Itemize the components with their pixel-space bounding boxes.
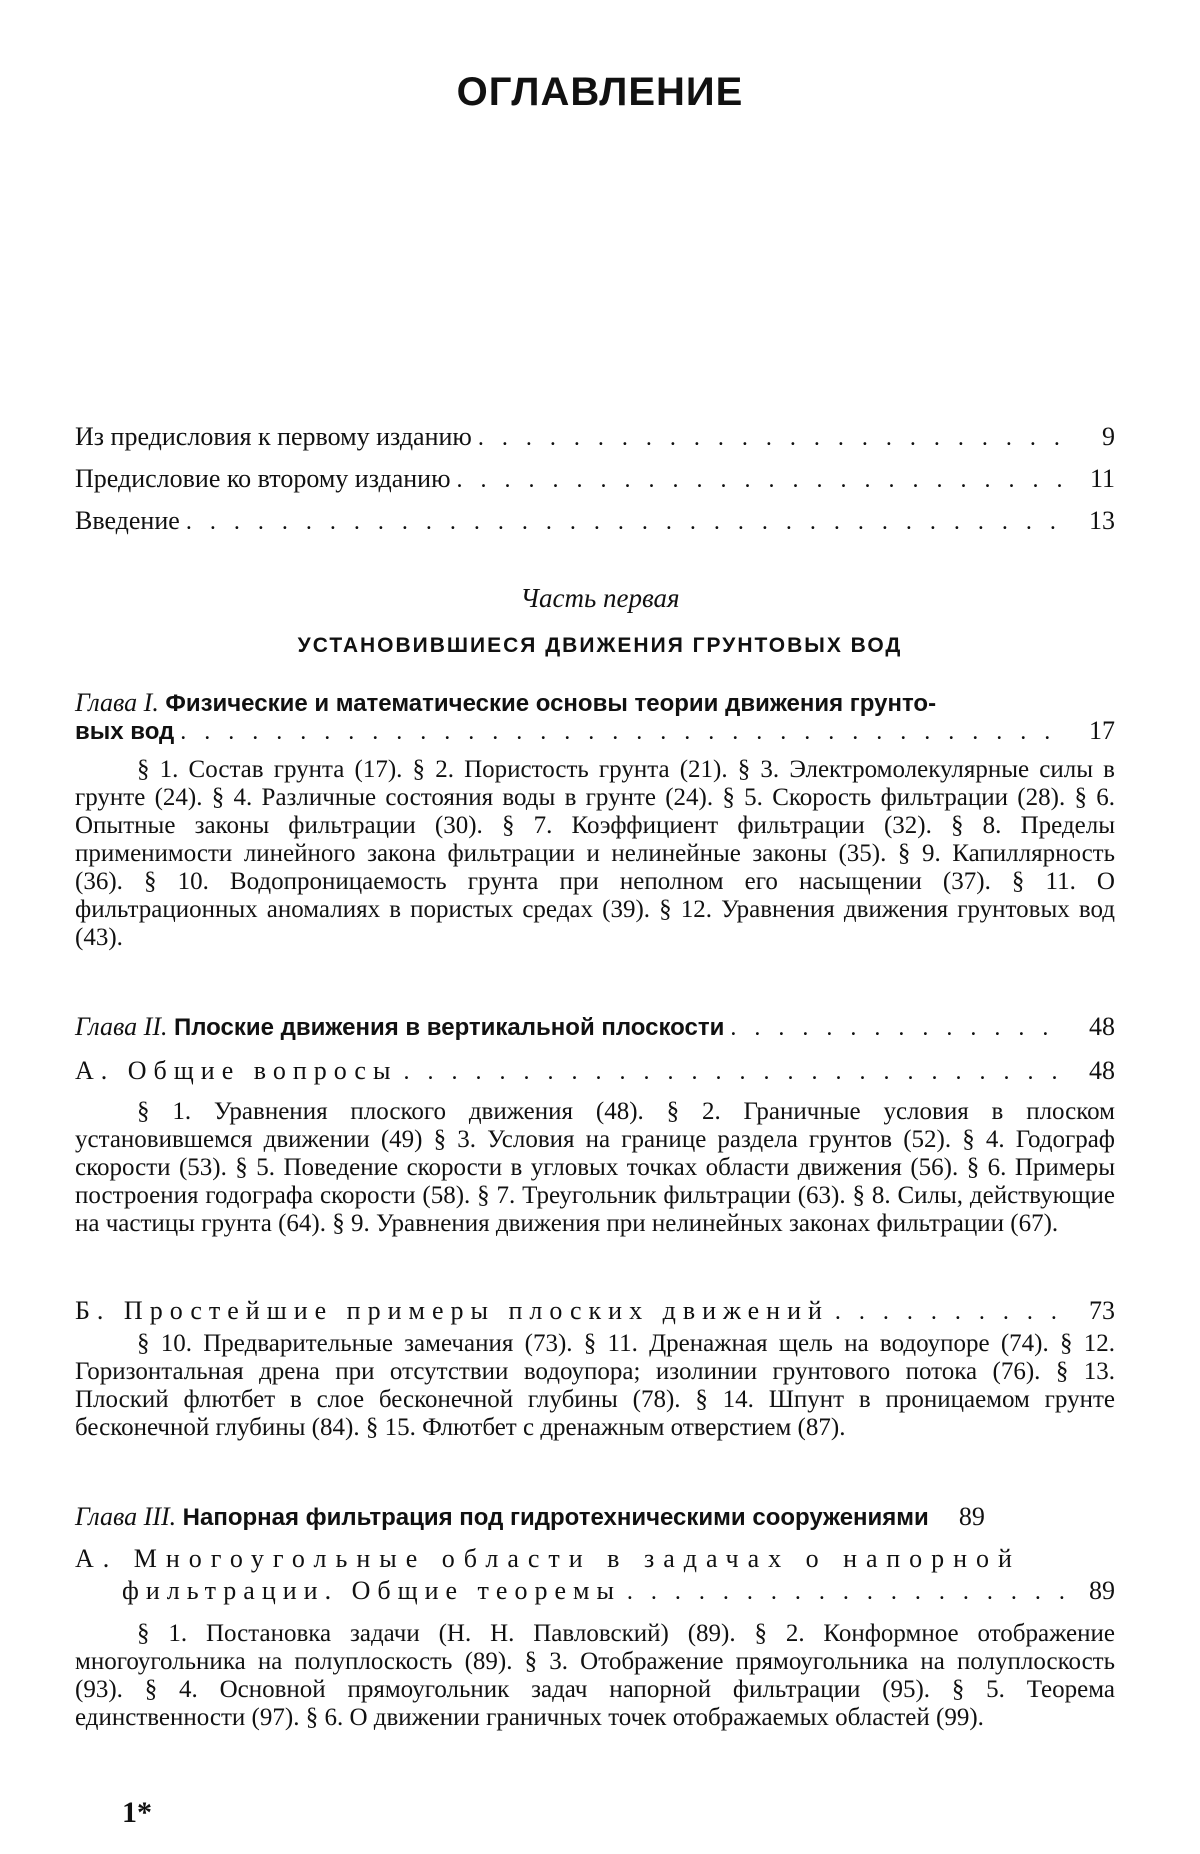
dot-leader <box>180 715 1065 749</box>
toc-page-number: 89 <box>1089 1576 1115 1605</box>
chapter-3-section-a-continued <box>122 1574 1115 1608</box>
dot-leader <box>457 463 1065 497</box>
chapter-number: Глава III. <box>75 1502 177 1531</box>
dot-leader <box>478 421 1065 455</box>
toc-entry-label: Из предисловия к первому изданию <box>75 422 472 451</box>
chapter-2-heading <box>75 1010 1115 1044</box>
toc-entry-introduction <box>75 504 1115 538</box>
chapter-2-section-a-text: § 1. Уравнения плоского движения (48). § 2. Граничные условия в плоском установившемся движении (49) § 3. Условия на границе раздела грунтов (52). § 4. Годограф скорости (53). § 5. Поведение скорости в угловых точках области движения (56). § 6. Примеры построения годографа скорости (58). § 7. Треугольник фильтрации (63). § 8. Силы, действующие на частицы грунта (64). § 9. Уравнения движения при нелинейных законах фильтрации (67). <box>75 1098 1115 1237</box>
chapter-number: Глава II. <box>75 1012 168 1041</box>
chapter-2-section-b <box>75 1294 1115 1328</box>
toc-page-number: 89 <box>958 1502 985 1531</box>
toc-entry-label: Введение <box>75 506 180 535</box>
chapter-heading <box>75 1500 935 1535</box>
chapter-title: Плоские движения в вертикальной плоскости <box>174 1014 725 1041</box>
toc-page-number: 13 <box>1089 506 1115 535</box>
toc-entry-preface-first <box>75 420 1115 454</box>
dot-leader <box>730 1011 1065 1045</box>
dot-leader <box>403 1055 1065 1089</box>
chapter-2-section-a <box>75 1054 1115 1088</box>
chapter-3-heading <box>75 1500 1115 1534</box>
section-label: А. Общие вопросы <box>75 1056 398 1085</box>
chapter-1-sections: § 1. Состав грунта (17). § 2. Пористость грунта (21). § 3. Электромолекулярные силы в грунте (24). § 4. Различные состояния воды в грунте (24). § 5. Скорость фильтрации (28). § 6. Опытные законы фильтрации (30). § 7. Коэффициент фильтрации (32). § 8. Пределы применимости линейного закона фильтрации и нелинейные законы (35). § 9. Капиллярность (36). § 10. Водопроницаемость грунта при неполном его насыщении (37). § 11. О фильтрационных аномалиях в пористых средах (39). § 12. Уравнения движения грунтовых вод (43). <box>75 756 1115 951</box>
toc-page-number: 73 <box>1089 1296 1115 1325</box>
chapter-1-heading-continued <box>75 714 1115 748</box>
part-title: УСТАНОВИВШИЕСЯ ДВИЖЕНИЯ ГРУНТОВЫХ ВОД <box>297 634 903 657</box>
dot-leader <box>835 1295 1065 1329</box>
chapter-3-section-a: А. Многоугольные области в задачах о напорной <box>75 1544 1021 1573</box>
chapter-3-section-a-text: § 1. Постановка задачи (Н. Н. Павловский) (89). § 2. Конформное отображение многоугольника на полуплоскость (89). § 3. Отображение прямоугольника на полуплоскость (93). § 4. Основной прямоугольник задач напорной фильтрации (95). § 5. Теорема единственности (97). § 6. О движении граничных точек отображаемых областей (99). <box>75 1620 1115 1731</box>
toc-page-number: 48 <box>1089 1056 1115 1085</box>
chapter-title: Напорная фильтрация под гидротехническими сооружениями <box>182 1504 929 1531</box>
section-label: Б. Простейшие примеры плоских движений <box>75 1296 829 1325</box>
toc-entry-preface-second <box>75 462 1115 496</box>
chapter-title-continued: вых вод <box>75 718 175 745</box>
section-label: фильтрации. Общие теоремы <box>122 1576 621 1605</box>
chapter-2-section-b-text: § 10. Предварительные замечания (73). § 11. Дренажная щель на водоупоре (74). § 12. Горизонтальная дрена при отсутствии водоупора; изолинии грунтового потока (76). § 13. Плоский флютбет в слое бесконечной глубины (78). § 14. Шпунт в проницаемом грунте бесконечной глубины (84). § 15. Флютбет с дренажным отверстием (87). <box>75 1330 1115 1441</box>
toc-entry-label: Предисловие ко второму изданию <box>75 464 451 493</box>
part-label: Часть первая <box>520 583 680 613</box>
signature-mark: 1* <box>122 1796 152 1829</box>
page-title: ОГЛАВЛЕНИЕ <box>456 70 744 114</box>
toc-page-number: 9 <box>1102 422 1115 451</box>
dot-leader <box>627 1575 1065 1609</box>
chapter-number: Глава I. <box>75 688 159 717</box>
chapter-title: Физические и математические основы теории движения грунто- <box>165 690 937 717</box>
chapter-heading <box>75 1010 730 1045</box>
toc-page-number: 17 <box>1089 716 1115 745</box>
toc-page-number: 48 <box>1089 1012 1115 1041</box>
toc-page-number: 11 <box>1089 464 1115 493</box>
dot-leader <box>186 505 1065 539</box>
